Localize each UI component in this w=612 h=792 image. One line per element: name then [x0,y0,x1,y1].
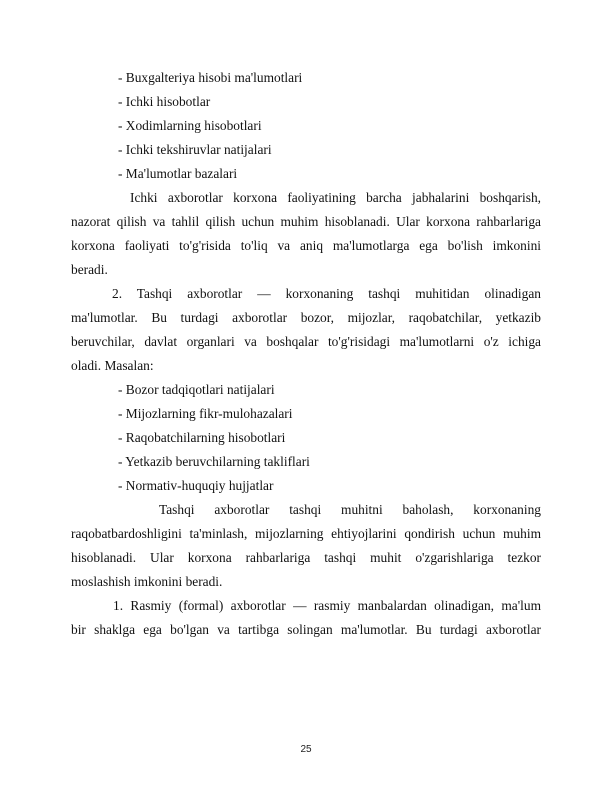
list-item: - Normativ-huquqiy hujjatlar [118,478,274,493]
list-item: - Buxgalteriya hisobi ma'lumotlari [118,70,303,85]
external-sources-list [71,378,541,498]
paragraph-line: Tashqi axborotlar tashqi muhitni baholash, korxonaning [159,502,541,517]
paragraph-line: moslashish imkonini beradi. [71,574,223,589]
paragraph-line: 1. Rasmiy (formal) axborotlar — rasmiy manbalardan olinadigan, ma'lum [113,598,541,613]
paragraph-line: 2. Tashqi axborotlar — korxonaning tashqi muhitidan olinadigan [112,286,541,301]
paragraph-line: beradi. [71,262,108,277]
list-item: - Ichki hisobotlar [118,94,211,109]
external-info-paragraph [71,282,541,378]
paragraph-line: raqobatbardoshligini ta'minlash, mijozlarning ehtiyojlarini qondirish uchun muhim [71,526,541,541]
list-item: - Xodimlarning hisobotlari [118,118,262,133]
list-item: - Mijozlarning fikr-mulohazalari [118,406,293,421]
list-item: - Raqobatchilarning hisobotlari [118,430,286,445]
list-item: - Ma'lumotlar bazalari [118,166,238,181]
paragraph-line: oladi. Masalan: [71,358,154,373]
paragraph-line: bir shaklga ega bo'lgan va tartibga solingan ma'lumotlar. Bu turdagi axborotlar [71,622,541,637]
internal-sources-list [71,66,541,186]
page-content [71,66,541,642]
page-number: 25 [300,744,312,755]
paragraph-line: hisoblanadi. Ular korxona rahbarlariga tashqi muhit o'zgarishlariga tezkor [71,550,541,565]
list-item: - Yetkazib beruvchilarning takliflari [118,454,310,469]
paragraph-line: nazorat qilish va tahlil qilish uchun muhim hisoblanadi. Ular korxona rahbarlariga [71,214,541,229]
paragraph-line: Ichki axborotlar korxona faoliyatining barcha jabhalarini boshqarish, [130,190,541,205]
paragraph-line: beruvchilar, davlat organlari va boshqalar to'g'risidagi ma'lumotlarni o'z ichiga [71,334,541,349]
list-item: - Ichki tekshiruvlar natijalari [118,142,272,157]
internal-info-paragraph [71,186,541,282]
paragraph-line: korxona faoliyati to'g'risida to'liq va aniq ma'lumotlarga ega bo'lish imkonini [71,238,541,253]
paragraph-line: ma'lumotlar. Bu turdagi axborotlar bozor, mijozlar, raqobatchilar, yetkazib [71,310,541,325]
list-item: - Bozor tadqiqotlari natijalari [118,382,275,397]
formal-info-paragraph [71,594,541,642]
external-evaluation-paragraph [71,498,541,594]
